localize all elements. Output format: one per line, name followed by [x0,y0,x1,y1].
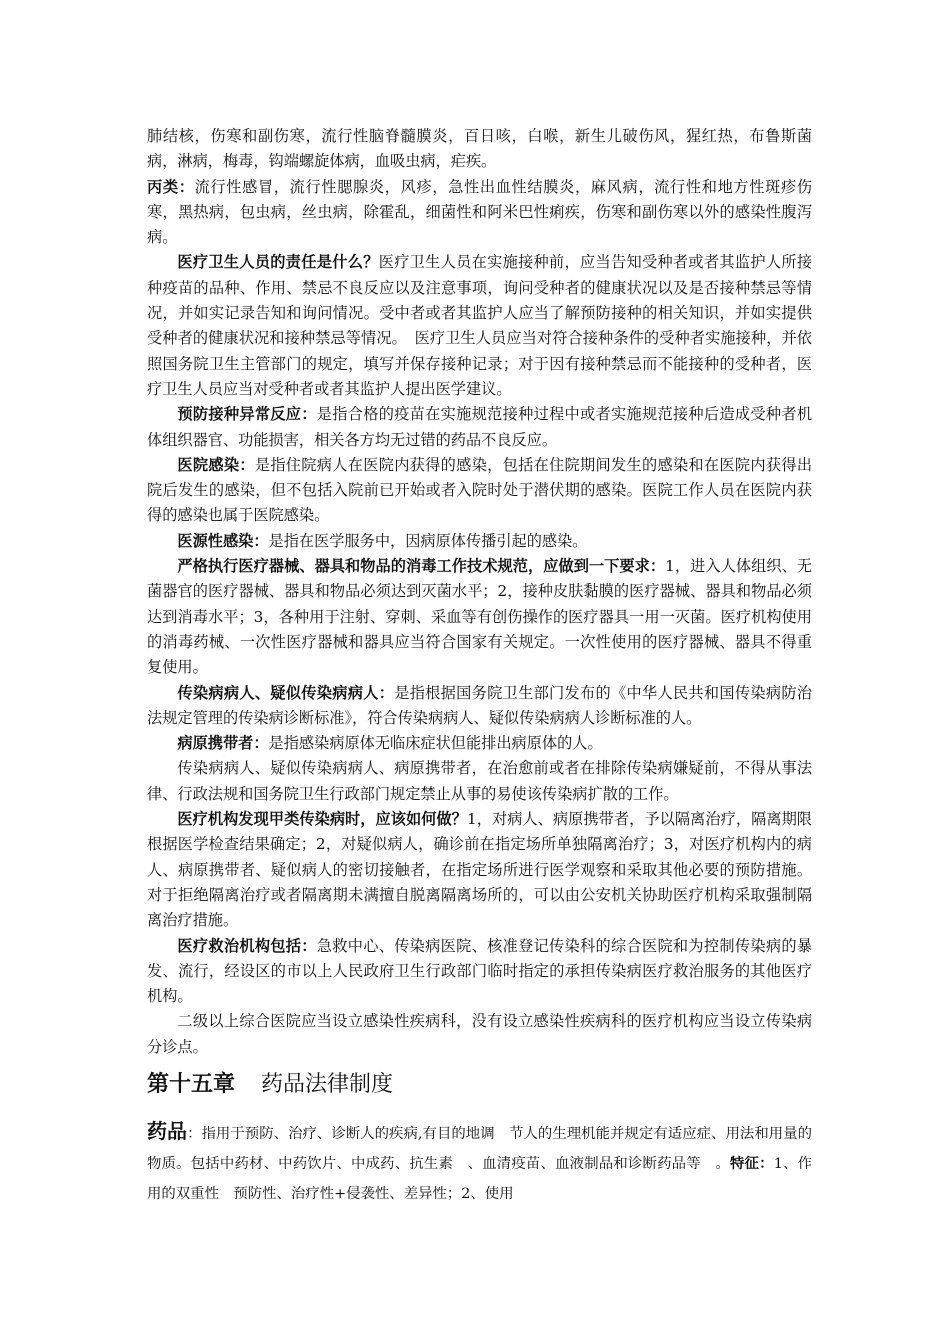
paragraph-hospital-infection [147,453,812,529]
text-class-a-response: 1，对病人、病原携带者，予以隔离治疗，隔离期限根据医学检查结果确定；2，对疑似病人，确诊前在指定场所单独隔离治疗；3，对医疗机构内的病人、病原携带者、疑似病人的密切接触者，在指定场所进行医学观察和采取其他必要的预防措施。对于拒绝隔离治疗或者隔离期未满擅自脱离隔离场所的，可以由公安机关协助医疗机构采取强制隔离治疗措施。 [147,810,812,930]
term-class-a-response: 医疗机构发现甲类传染病时，应该如何做？ [177,810,467,829]
term-class-c: 丙类： [147,177,195,196]
paragraph-1: 肺结核，伤寒和副伤寒，流行性脑脊髓膜炎，百日咳，白喉，新生儿破伤风，猩红热，布鲁斯菌病，淋病，梅毒，钩端螺旋体病，血吸虫病，疟疾。 [147,127,812,171]
text-pathogen-carrier: 是指感染病原体无临床症状但能排出病原体的人。 [268,734,603,753]
text-hospital-infection: 是指住院病人在医院内获得的感染，包括在住院期间发生的感染和在医院内获得出院后发生的感染，但不包括入院前已开始或者入院时处于潜伏期的感染。医院工作人员在医院内获得的感染也属于医院感染。 [147,455,813,525]
paragraph-drug-definition [147,1117,827,1209]
paragraph-infectious-patients [147,681,812,732]
text-medical-staff-duty: 医疗卫生人员在实施接种前，应当告知受种者或者其监护人所接种疫苗的品种、作用、禁忌不良反应以及注意事项，询问受种者的健康状况以及是否接种禁忌等情况，并如实记录告知和询问情况。受中者或者其监护人应当了解预防接种的相关知识，并如实提供受种者的健康状况和接种禁忌等情况。 医疗卫生人员应当对符合接种条件的受种者实施接种，并依照国务院卫生主管部门的规定，填写并保存接种记录；对于因有接种禁忌而不能接种的受种者，医疗卫生人员应当对受种者或者其监护人提出医学建议。 [147,253,813,398]
text-iatrogenic-infection: 是指在医学服务中，因病原体传播引起的感染。 [268,531,588,550]
text-disinfection-rules: 1，进入人体组织、无菌器官的医疗器械、器具和物品必须达到灭菌水平；2，接种皮肤黏膜的医疗器械、器具和物品必须达到消毒水平；3，各种用于注射、穿刺、采血等有创伤操作的医疗器具一用一灭菌。医疗机构使用的消毒药械、一次性医疗器械和器具应当符合国家有关规定。一次性使用的医疗器械、器具不得重复使用。 [147,557,813,677]
text-infectious-patients: 是指根据国务院卫生部门发布的《中华人民共和国传染病防治法规定管理的传染病诊断标准》，符合传染病病人、疑似传染病病人诊断标准的人。 [147,683,813,727]
paragraph-disinfection-rules [147,554,812,680]
document-page [147,124,827,1209]
term-pathogen-carrier: 病原携带者： [177,734,269,753]
chapter-title: 药品法律制度 [261,1071,394,1097]
term-iatrogenic-infection: 医源性感染： [177,531,269,550]
chapter-heading [147,1064,812,1105]
text-vaccination-reaction: 是指合格的疫苗在实施规范接种过程中或者实施规范接种后造成受种者机体组织器官、功能损害，相关各方均无过错的药品不良反应。 [147,405,813,449]
term-infectious-patients: 传染病病人、疑似传染病病人： [177,683,395,702]
paragraph-medical-staff-duty [147,250,812,402]
paragraph-infectious-department: 二级以上综合医院应当设立感染性疾病科，没有设立感染性疾病科的医疗机构应当设立传染病分诊点。 [147,1012,812,1056]
term-vaccination-reaction: 预防接种异常反应： [177,405,317,424]
term-medical-staff-duty: 医疗卫生人员的责任是什么？ [177,253,379,272]
chapter-number: 第十五章 [147,1070,236,1097]
paragraph-class-c [147,175,812,251]
text-class-c: 流行性感冒，流行性腮腺炎，风疹，急性出血性结膜炎，麻风病，流行性和地方性斑疹伤寒，黑热病，包虫病，丝虫病，除霍乱，细菌性和阿米巴性痢疾，伤寒和副伤寒以外的感染性腹泻病。 [147,177,813,247]
paragraph-vaccination-reaction [147,402,812,453]
paragraph-class-a-response [147,807,812,933]
paragraph-pathogen-carrier [147,731,812,756]
paragraph-treatment-institutions [147,934,812,1010]
paragraph-work-restriction: 传染病病人、疑似传染病病人、病原携带者，在治愈前或者在排除传染病嫌疑前，不得从事法律、行政法规和国务院卫生行政部门规定禁止从事的易使该传染病扩散的工作。 [147,759,812,803]
text-treatment-institutions: 急救中心、传染病医院、核准登记传染科的综合医院和为控制传染病的暴发、流行，经设区的市以上人民政府卫生行政部门临时指定的承担传染病医疗救治服务的其他医疗机构。 [147,936,813,1006]
term-drug: 药品 [147,1118,188,1143]
term-hospital-infection: 医院感染： [177,455,255,474]
paragraph-iatrogenic-infection [147,529,812,554]
term-drug-features: 特征： [729,1154,774,1172]
text-drug-features: 1、作用的双重性 预防性、治疗性+侵袭性、差异性；2、使用 [147,1155,812,1202]
text-drug-definition: ：指用于预防、治疗、诊断人的疾病,有目的地调 节人的生理机能并规定有适应症、用法和用量的 物质。包括中药材、中药饮片、中成药、抗生素 、血清疫苗、血液制品和诊断药品等 。 [147,1125,827,1172]
term-treatment-institutions: 医疗救治机构包括： [177,936,317,955]
term-disinfection-rules: 严格执行医疗器械、器具和物品的消毒工作技术规范，应做到一下要求： [177,557,666,576]
